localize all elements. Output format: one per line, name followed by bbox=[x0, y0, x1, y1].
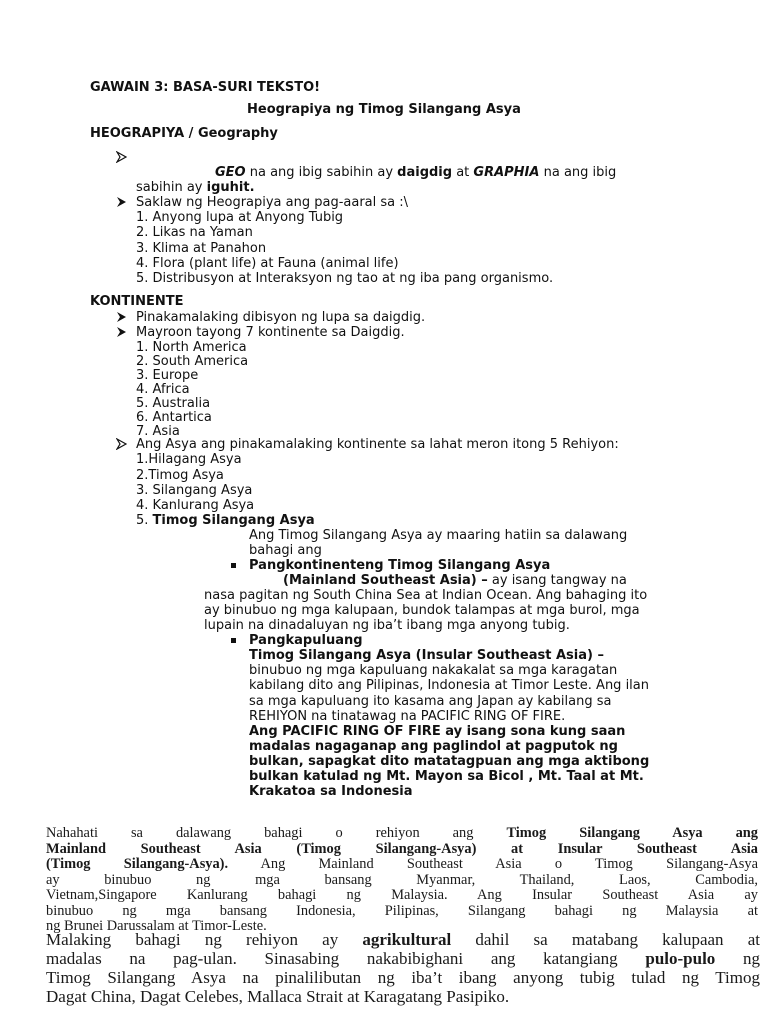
list-item: 1.Hilagang Asya bbox=[136, 452, 242, 467]
list-item: 2.Timog Asya bbox=[136, 468, 224, 483]
paragraph-regions: Nahahati sa dalawang bahagi o rehiyon ang Timog Silangang Asya ang Mainland Southeast Asia (Timog Silangang-Asya) at Insular Southeast Asia (Timog Silangang-Asya). Ang Mainland Southeast Asia o Timog Silangang-Asya ay binubuo ng mga bansang Myanmar, Thailand, Laos, Cambodia, Vietnam,Singapore Kanlurang bahagi ng Malaysia. Ang Insular Southeast Asia ay binubuo ng mga bansang Indonesia, Pilipinas, Silangang bahagi ng Malaysia at ng Brunei Darussalam at Timor-Leste. bbox=[46, 825, 758, 934]
insular-line-4: REHIYON na tinatawag na PACIFIC RING OF FIRE. bbox=[249, 709, 566, 724]
section-heading-geography: HEOGRAPIYA / Geography bbox=[90, 126, 278, 141]
list-item: 7. Asia bbox=[136, 424, 180, 439]
arrow-bullet-icon bbox=[116, 196, 128, 210]
ring-of-fire-line-2: madalas nagaganap ang paglindol at pagputok ng bbox=[249, 739, 618, 754]
list-item: 4. Africa bbox=[136, 382, 190, 397]
insular-line-1: binubuo ng mga kapuluang nakakalat sa mga karagatan bbox=[249, 663, 618, 678]
list-item: 4. Flora (plant life) at Fauna (animal life) bbox=[136, 256, 399, 271]
ring-of-fire-line-4: bulkan katulad ng Mt. Mayon sa Bicol , Mt. Taal at Mt. bbox=[249, 769, 644, 784]
geo-definition-line-2: sabihin ay iguhit. bbox=[136, 180, 255, 195]
kontinente-bullet-1: Pinakamalaking dibisyon ng lupa sa daigdig. bbox=[136, 310, 426, 325]
ring-of-fire-line-3: bulkan, sapagkat dito matatagpuan ang mga aktibong bbox=[249, 754, 650, 769]
insular-heading: Pangkapuluang bbox=[249, 633, 363, 648]
list-item: 3. Europe bbox=[136, 368, 199, 383]
mainland-line-4: lupain na dinadaluyan ng iba’t ibang mga anyong tubig. bbox=[204, 618, 570, 633]
list-item: 5. Distribusyon at Interaksyon ng tao at ng iba pang organismo. bbox=[136, 271, 554, 286]
arrow-bullet-icon bbox=[116, 311, 128, 325]
section-heading-kontinente: KONTINENTE bbox=[90, 294, 184, 309]
arrow-bullet-icon bbox=[116, 438, 128, 452]
list-item: 2. South America bbox=[136, 354, 249, 369]
tsa-intro-line-2: bahagi ang bbox=[249, 543, 322, 558]
ring-of-fire-line-5: Krakatoa sa Indonesia bbox=[249, 784, 413, 799]
ring-of-fire-line-1: Ang PACIFIC RING OF FIRE ay isang sona kung saan bbox=[249, 724, 626, 739]
kontinente-bullet-3: Ang Asya ang pinakamalaking kontinente sa lahat meron itong 5 Rehiyon: bbox=[136, 437, 619, 452]
page-title: Heograpiya ng Timog Silangang Asya bbox=[247, 102, 521, 117]
list-item: 3. Silangang Asya bbox=[136, 483, 253, 498]
kontinente-bullet-2: Mayroon tayong 7 kontinente sa Daigdig. bbox=[136, 325, 405, 340]
list-item: 4. Kanlurang Asya bbox=[136, 498, 255, 513]
square-bullet-icon bbox=[231, 563, 236, 568]
saklaw-text: Saklaw ng Heograpiya ang pag-aaral sa :\ bbox=[136, 195, 409, 210]
mainland-line-2: nasa pagitan ng South China Sea at Indian Ocean. Ang bahaging ito bbox=[204, 588, 648, 603]
mainland-heading: Pangkontinenteng Timog Silangang Asya bbox=[249, 558, 551, 573]
activity-title: GAWAIN 3: BASA-SURI TEKSTO! bbox=[90, 80, 321, 95]
list-item: 1. Anyong lupa at Anyong Tubig bbox=[136, 210, 344, 225]
list-item: 1. North America bbox=[136, 340, 247, 355]
geo-definition-line: GEO na ang ibig sabihin ay daigdig at GRAPHIA na ang ibig bbox=[215, 165, 617, 180]
mainland-line-1: (Mainland Southeast Asia) – ay isang tangway na bbox=[283, 573, 627, 588]
insular-line-2: kabilang dito ang Pilipinas, Indonesia at Timor Leste. Ang ilan bbox=[249, 678, 649, 693]
list-item: 6. Antartica bbox=[136, 410, 212, 425]
paragraph-agriculture: Malaking bahagi ng rehiyon ay agrikultural dahil sa matabang kalupaan at madalas na pag-ulan. Sinasabing nakabibighani ang katangiang pulo-pulo ng Timog Silangang Asya na pinalilibutan ng iba’t ibang anyong tubig tulad ng Timog Dagat China, Dagat Celebes, Mallaca Strait at Karagatang Pasipiko. bbox=[46, 930, 761, 1006]
list-item: 3. Klima at Panahon bbox=[136, 241, 267, 256]
mainland-line-3: ay binubuo ng mga kalupaan, bundok talampas at mga burol, mga bbox=[204, 603, 640, 618]
square-bullet-icon bbox=[231, 638, 236, 643]
arrow-bullet-icon bbox=[116, 151, 128, 165]
arrow-bullet-icon bbox=[116, 326, 128, 340]
list-item: 2. Likas na Yaman bbox=[136, 225, 253, 240]
insular-subheading: Timog Silangang Asya (Insular Southeast Asia) – bbox=[249, 648, 604, 663]
tsa-intro-line-1: Ang Timog Silangang Asya ay maaring hatiin sa dalawang bbox=[249, 528, 628, 543]
list-item: 5. Timog Silangang Asya bbox=[136, 513, 315, 528]
insular-line-3: sa mga kapuluang ito kasama ang Japan ay kabilang sa bbox=[249, 694, 612, 709]
list-item: 5. Australia bbox=[136, 396, 211, 411]
